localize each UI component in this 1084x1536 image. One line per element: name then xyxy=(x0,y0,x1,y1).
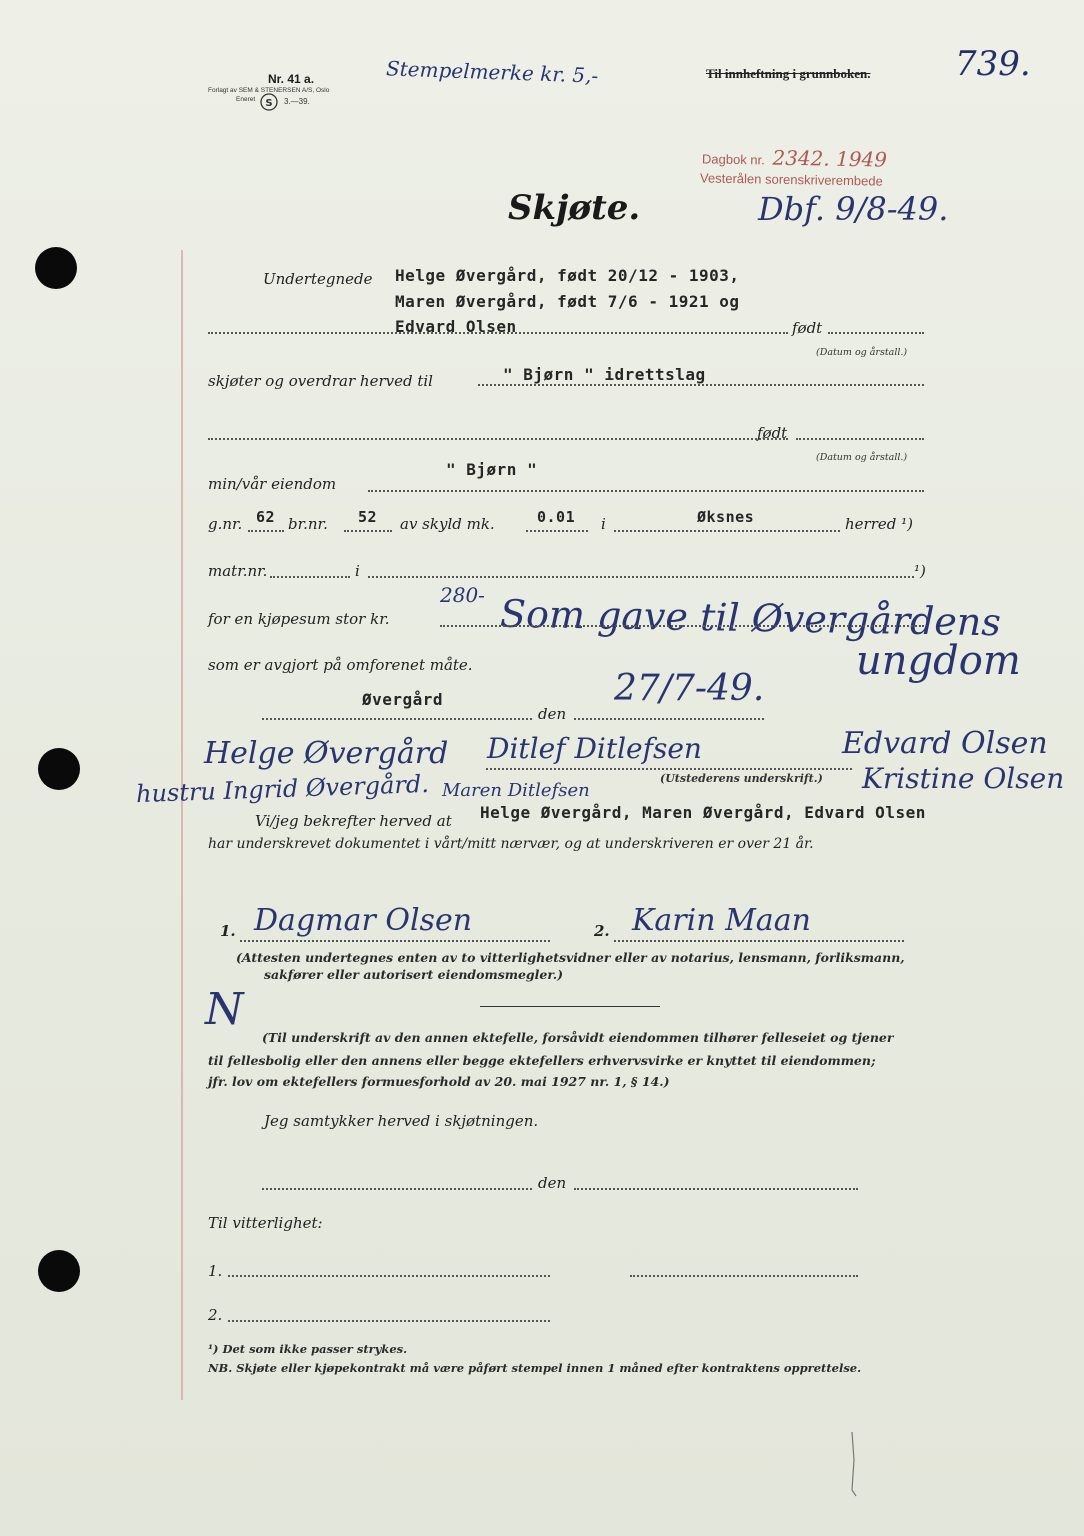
attestation-note-line2: sakfører eller autorisert eiendomsmegler.) xyxy=(264,967,564,982)
handwritten-sign-date: 27/7-49. xyxy=(614,668,765,709)
spouse-note-line2: til fellesbolig eller den annens eller begge ektefellers erhvervsvirke er knyttet til eiendommen; xyxy=(208,1053,876,1068)
transfer-buyer: " Bjørn " idrettslag xyxy=(503,365,706,384)
transfer-label: skjøter og overdrar herved til xyxy=(208,372,433,390)
matr-dotted xyxy=(270,576,350,578)
place-dotted xyxy=(262,718,532,720)
signature-helge: Helge Øvergård xyxy=(204,736,449,771)
signature-edvard: Edvard Olsen xyxy=(842,726,1048,761)
svg-text:S: S xyxy=(265,98,273,109)
witness-1-signature: Dagmar Olsen xyxy=(254,903,473,938)
price-handwritten-line2: ungdom xyxy=(856,638,1021,684)
punch-hole-bottom xyxy=(38,1250,80,1292)
price-label: for en kjøpesum stor kr. xyxy=(208,610,390,628)
publisher-line: Forlagt av SEM & STENERSEN A/S, Oslo xyxy=(208,87,330,94)
transfer-born-hint: (Datum og årstall.) xyxy=(816,452,908,463)
matr-label: matr.nr. xyxy=(208,562,268,580)
skyld-label: av skyld mk. xyxy=(400,515,495,533)
signature-maren: Maren Ditlefsen xyxy=(442,780,590,801)
attestation-rule xyxy=(480,1006,660,1007)
page-number: 739. xyxy=(955,44,1031,84)
parties-line-1: Helge Øvergård, født 20/12 - 1903, xyxy=(395,266,740,285)
punch-hole-middle xyxy=(38,748,80,790)
transfer-dotted-line-2 xyxy=(208,438,788,440)
parties-born-hint: (Datum og årstall.) xyxy=(816,347,908,358)
gnr-value: 62 xyxy=(256,508,276,526)
signature-ditlef: Ditlef Ditlefsen xyxy=(487,732,702,765)
parties-dotted-line xyxy=(208,332,788,334)
price-amount: 280- xyxy=(440,583,485,607)
witness-2-number: 2. xyxy=(594,922,610,940)
consent-place-dotted xyxy=(262,1188,532,1190)
handwritten-date: Dbf. 9/8-49. xyxy=(758,190,949,228)
place: Øvergård xyxy=(362,690,444,709)
consent-witness-1b-dotted xyxy=(630,1275,858,1277)
parties-born-dotted xyxy=(828,332,924,334)
skyld-value: 0.01 xyxy=(537,508,576,526)
signature-ingrid: hustru Ingrid Øvergård. xyxy=(135,769,430,809)
bnr-label: br.nr. xyxy=(288,515,328,533)
parties-line-3: Edvard Olsen xyxy=(395,317,517,336)
form-number: Nr. 41 a. xyxy=(268,72,315,86)
attestation-note-line1: (Attesten undertegnes enten av to vitterlighetsvidner eller av notarius, lensmann, forliksmann, xyxy=(236,950,905,965)
consent-text: Jeg samtykker herved i skjøtningen. xyxy=(264,1112,539,1130)
matr-i-dotted xyxy=(368,576,914,578)
pencil-mark-icon xyxy=(846,1430,862,1500)
skyld-dotted xyxy=(526,530,588,532)
confirmation-names: Helge Øvergård, Maren Øvergård, Edvard Olsen xyxy=(480,803,926,822)
price-dotted xyxy=(440,625,924,627)
confirmation-prefix: Vi/jeg bekrefter herved at xyxy=(255,812,452,830)
consent-date-dotted xyxy=(574,1188,858,1190)
date-dotted xyxy=(574,718,764,720)
herred-value: Øksnes xyxy=(697,508,755,526)
property-name: " Bjørn " xyxy=(446,460,538,479)
consent-witness-2-dotted xyxy=(228,1320,550,1322)
publisher-date: 3.—39. xyxy=(284,97,310,106)
consent-witness-2-number: 2. xyxy=(208,1306,223,1324)
spouse-note-line1: (Til underskrift av den annen ektefelle, forsåvidt eiendommen tilhører felleseiet og tjener xyxy=(262,1030,894,1045)
signature-caption: (Utstederens underskrift.) xyxy=(660,772,823,785)
witness-label: Til vitterlighet: xyxy=(208,1214,323,1232)
herred-label: herred ¹) xyxy=(845,515,913,533)
consent-den-label: den xyxy=(538,1174,567,1192)
signature-dotted xyxy=(486,768,852,770)
diary-stamp xyxy=(702,144,887,171)
matr-end: ¹) xyxy=(914,562,926,580)
gnr-dotted xyxy=(248,530,284,532)
property-dotted-line xyxy=(368,490,924,492)
consent-witness-1-number: 1. xyxy=(208,1262,223,1280)
transfer-born-dotted xyxy=(796,438,924,440)
transfer-born-label: født xyxy=(757,424,788,442)
price-handwritten-line1: Som gave til Øvergårdens xyxy=(499,591,1002,645)
signature-kristine: Kristine Olsen xyxy=(862,762,1065,795)
witness-1-dotted xyxy=(240,940,550,942)
bnr-dotted xyxy=(344,530,392,532)
stamp-label: Dagbok nr. xyxy=(701,151,765,168)
parties-line-2: Maren Øvergård, født 7/6 - 1921 og xyxy=(395,292,740,311)
punch-hole-top xyxy=(35,247,77,289)
matr-i: i xyxy=(355,562,360,580)
footnote-line1: ¹) Det som ikke passer strykes. xyxy=(208,1342,408,1356)
spouse-note-line3: jfr. lov om ektefellers formuesforhold av 20. mai 1927 nr. 1, § 14.) xyxy=(208,1074,670,1089)
footnote-line2: NB. Skjøte eller kjøpekontrakt må være påført stempel innen 1 måned efter kontraktens opprettelse. xyxy=(208,1361,862,1375)
publisher-logo-icon xyxy=(258,92,280,112)
consent-witness-1-dotted xyxy=(228,1275,550,1277)
den-label: den xyxy=(538,705,567,723)
i-label: i xyxy=(601,515,606,533)
margin-rule xyxy=(181,250,183,1400)
confirmation-line2: har underskrevet dokumentet i vårt/mitt nærvær, og at underskriveren er over 21 år. xyxy=(208,836,814,852)
corner-note-struck: Til innheftning i grunnboken. xyxy=(706,66,871,81)
bnr-value: 52 xyxy=(358,508,378,526)
parties-label: Undertegnede xyxy=(263,270,373,288)
transfer-dotted-line xyxy=(478,384,924,386)
handwritten-initial: N xyxy=(205,984,244,1035)
publisher-eneret: Eneret xyxy=(236,96,256,103)
property-label: min/vår eiendom xyxy=(208,475,337,493)
parties-born-label: født xyxy=(792,319,823,337)
document-title: Skjøte. xyxy=(508,188,641,228)
stamp-office: Vesterålen sorenskriverembede xyxy=(699,170,883,189)
herred-dotted xyxy=(614,530,840,532)
witness-1-number: 1. xyxy=(220,922,236,940)
handwritten-stamp-note: Stempelmerke kr. 5,- xyxy=(385,56,599,88)
gnr-label: g.nr. xyxy=(208,515,243,533)
witness-2-signature: Karin Maan xyxy=(632,903,811,938)
stamp-diary-number: 2342. 1949 xyxy=(772,145,888,172)
witness-2-dotted xyxy=(614,940,904,942)
settled-text: som er avgjort på omforenet måte. xyxy=(208,656,473,674)
